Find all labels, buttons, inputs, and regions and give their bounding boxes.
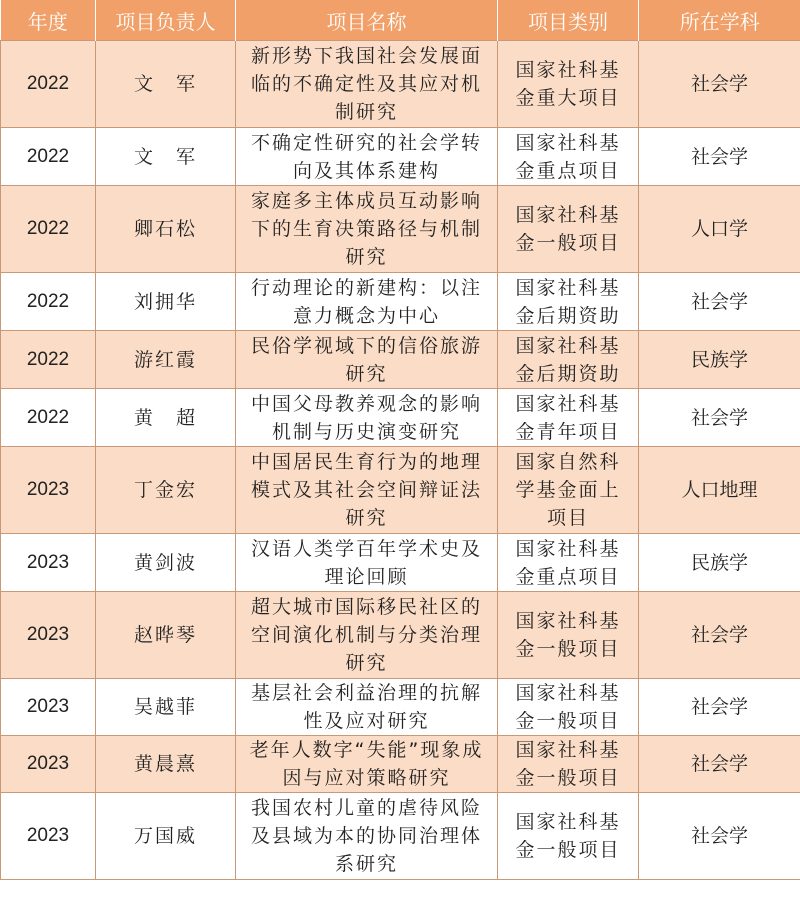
- table-row: [1, 534, 800, 592]
- cell-year: 2022: [1, 389, 96, 447]
- header-title: 项目名称: [236, 0, 498, 41]
- table-row: [1, 592, 800, 679]
- cell-title: 行动理论的新建构：以注意力概念为中心: [236, 273, 498, 331]
- cell-category: 国家社科基金后期资助: [498, 273, 639, 331]
- cell-discipline: 社会学: [639, 736, 800, 793]
- cell-year: 2023: [1, 793, 96, 880]
- cell-year: 2023: [1, 534, 96, 592]
- cell-title: 基层社会利益治理的抗解性及应对研究: [236, 679, 498, 736]
- table-row: [1, 736, 800, 793]
- cell-title: 我国农村儿童的虐待风险及县域为本的协同治理体系研究: [236, 793, 498, 880]
- header-year: 年度: [1, 0, 96, 41]
- cell-discipline: 社会学: [639, 128, 800, 186]
- cell-discipline: 民族学: [639, 331, 800, 389]
- cell-leader: 黄 超: [96, 389, 236, 447]
- cell-category: 国家自然科学基金面上项目: [498, 447, 639, 534]
- table-body: [1, 41, 800, 880]
- table-row: [1, 447, 800, 534]
- cell-title: 家庭多主体成员互动影响下的生育决策路径与机制研究: [236, 186, 498, 273]
- cell-discipline: 社会学: [639, 389, 800, 447]
- cell-category: 国家社科基金后期资助: [498, 331, 639, 389]
- cell-title: 汉语人类学百年学术史及理论回顾: [236, 534, 498, 592]
- cell-year: 2022: [1, 273, 96, 331]
- cell-leader: 黄剑波: [96, 534, 236, 592]
- cell-title: 新形势下我国社会发展面临的不确定性及其应对机制研究: [236, 41, 498, 128]
- cell-title: 超大城市国际移民社区的空间演化机制与分类治理研究: [236, 592, 498, 679]
- cell-title: 中国父母教养观念的影响机制与历史演变研究: [236, 389, 498, 447]
- cell-title: 老年人数字“失能”现象成因与应对策略研究: [236, 736, 498, 793]
- cell-leader: 刘拥华: [96, 273, 236, 331]
- cell-category: 国家社科基金重大项目: [498, 41, 639, 128]
- cell-year: 2023: [1, 736, 96, 793]
- cell-leader: 赵晔琴: [96, 592, 236, 679]
- header-leader: 项目负责人: [96, 0, 236, 41]
- cell-year: 2023: [1, 679, 96, 736]
- cell-category: 国家社科基金重点项目: [498, 534, 639, 592]
- cell-year: 2022: [1, 41, 96, 128]
- cell-discipline: 民族学: [639, 534, 800, 592]
- cell-discipline: 社会学: [639, 41, 800, 128]
- table-row: [1, 793, 800, 880]
- table-row: [1, 186, 800, 273]
- cell-leader: 游红霞: [96, 331, 236, 389]
- cell-discipline: 人口地理: [639, 447, 800, 534]
- cell-title: 不确定性研究的社会学转向及其体系建构: [236, 128, 498, 186]
- cell-category: 国家社科基金一般项目: [498, 592, 639, 679]
- table-row: [1, 389, 800, 447]
- cell-leader: 吴越菲: [96, 679, 236, 736]
- cell-category: 国家社科基金重点项目: [498, 128, 639, 186]
- header-discipline: 所在学科: [639, 0, 800, 41]
- header-category: 项目类别: [498, 0, 639, 41]
- cell-category: 国家社科基金一般项目: [498, 186, 639, 273]
- cell-year: 2022: [1, 186, 96, 273]
- cell-leader: 丁金宏: [96, 447, 236, 534]
- cell-category: 国家社科基金一般项目: [498, 679, 639, 736]
- cell-discipline: 社会学: [639, 793, 800, 880]
- table-header: [1, 0, 800, 41]
- cell-year: 2022: [1, 331, 96, 389]
- cell-leader: 黄晨熹: [96, 736, 236, 793]
- cell-leader: 文 军: [96, 128, 236, 186]
- cell-discipline: 社会学: [639, 592, 800, 679]
- table-row: [1, 41, 800, 128]
- cell-category: 国家社科基金青年项目: [498, 389, 639, 447]
- cell-year: 2023: [1, 447, 96, 534]
- header-row: [1, 0, 800, 41]
- cell-title: 民俗学视域下的信俗旅游研究: [236, 331, 498, 389]
- table-row: [1, 331, 800, 389]
- cell-leader: 万国威: [96, 793, 236, 880]
- cell-title: 中国居民生育行为的地理模式及其社会空间辩证法研究: [236, 447, 498, 534]
- cell-leader: 卿石松: [96, 186, 236, 273]
- table-row: [1, 679, 800, 736]
- cell-discipline: 社会学: [639, 273, 800, 331]
- cell-leader: 文 军: [96, 41, 236, 128]
- cell-year: 2022: [1, 128, 96, 186]
- table-row: [1, 128, 800, 186]
- cell-category: 国家社科基金一般项目: [498, 736, 639, 793]
- cell-category: 国家社科基金一般项目: [498, 793, 639, 880]
- table-row: [1, 273, 800, 331]
- cell-discipline: 社会学: [639, 679, 800, 736]
- cell-discipline: 人口学: [639, 186, 800, 273]
- cell-year: 2023: [1, 592, 96, 679]
